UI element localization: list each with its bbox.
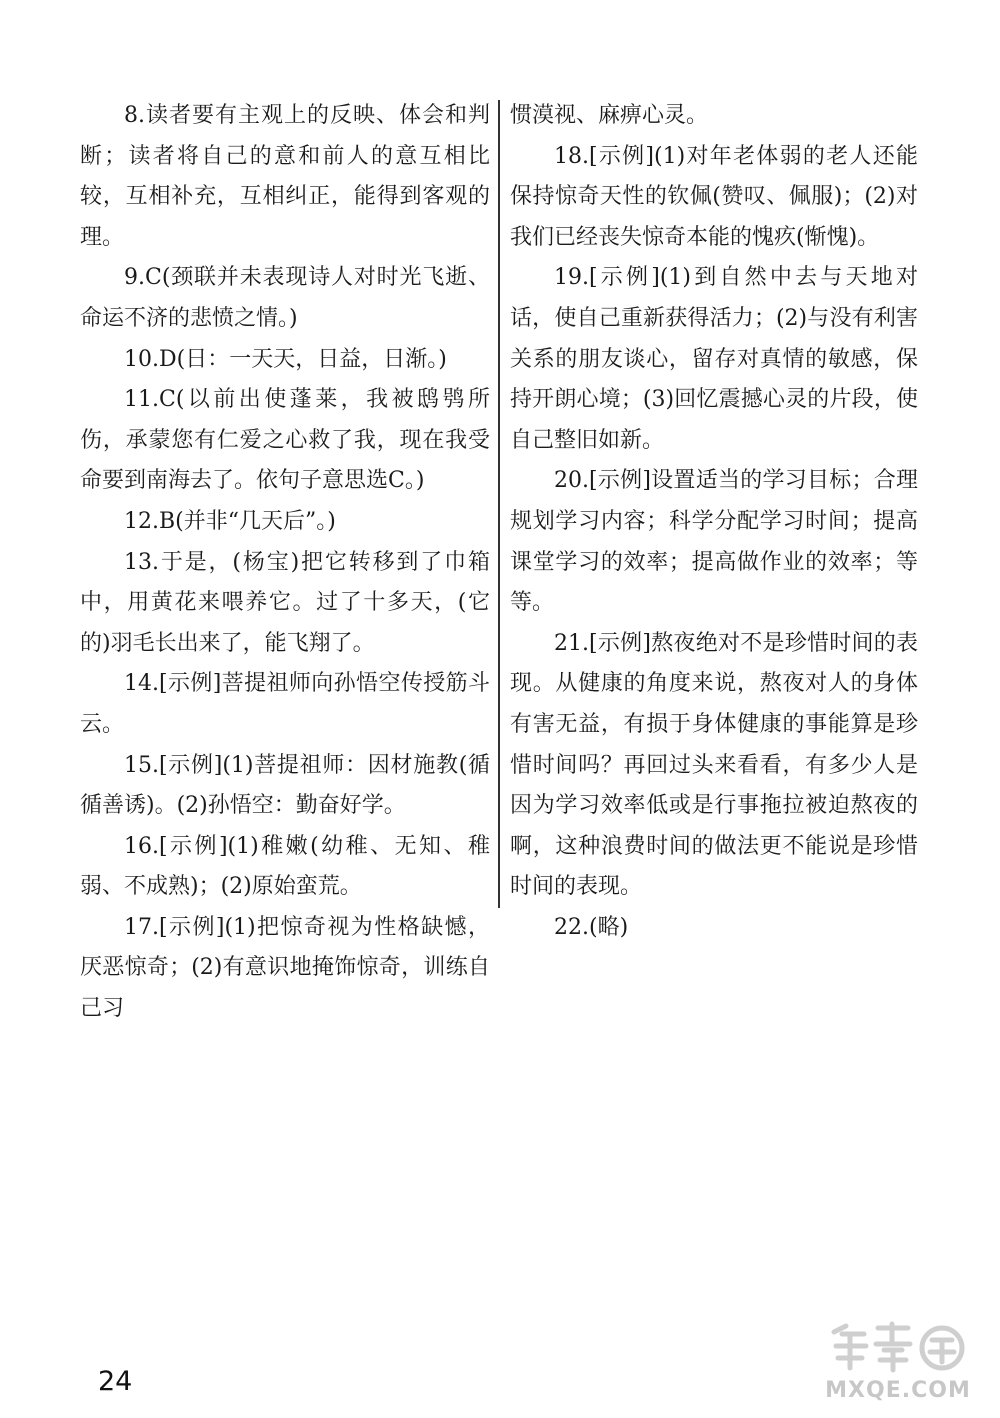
answer-16: 16.[示例](1)稚嫩(幼稚、无知、稚弱、不成熟)；(2)原始蛮荒。 [80, 833, 490, 900]
answer-18: 18.[示例](1)对年老体弱的老人还能保持惊奇天性的钦佩(赞叹、佩服)；(2)对我们已经丧失惊奇本能的愧疚(惭愧)。 [510, 143, 918, 250]
answer-22: 22.(略) [554, 914, 629, 940]
answer-21: 21.[示例]熬夜绝对不是珍惜时间的表现。从健康的角度来说，熬夜对人的身体有害无益，有损于身体健康的事能算是珍惜时间吗？再回过头来看看，有多少人是因为学习效率低或是行事拖拉被迫熬夜的啊，这种浪费时间的做法更不能说是珍惜时间的表现。 [510, 630, 918, 900]
answer-8: 8.读者要有主观上的反映、体会和判断；读者将自己的意和前人的意互相比较，互相补充，互相纠正，能得到客观的理。 [80, 103, 490, 250]
left-column [80, 96, 490, 1030]
answer-20: 20.[示例]设置适当的学习目标；合理规划学习内容；科学分配学习时间；提高课堂学习的效率；提高做作业的效率；等等。 [510, 468, 918, 616]
right-column [510, 96, 918, 948]
answer-17: 17.[示例](1)把惊奇视为性格缺憾，厌恶惊奇；(2)有意识地掩饰惊奇，训练自己习 [80, 914, 490, 1022]
column-divider [498, 100, 500, 908]
answer-15: 15.[示例](1)菩提祖师：因材施教(循循善诱)。(2)孙悟空：勤奋好学。 [80, 752, 490, 819]
answer-watermark-logo-icon [826, 1318, 966, 1374]
answer-17-continuation: 惯漠视、麻痹心灵。 [510, 103, 709, 128]
answer-11: 11.C(以前出使蓬莱，我被鸱鸮所伤，承蒙您有仁爱之心救了我，现在我受命要到南海去了。依句子意思选C。) [80, 387, 490, 494]
answer-13: 13.于是，(杨宝)把它转移到了巾箱中，用黄花来喂养它。过了十多天，(它的)羽毛长出来了，能飞翔了。 [80, 549, 490, 656]
answer-9: 9.C(颈联并未表现诗人对时光飞逝、命运不济的悲愤之情。) [80, 265, 490, 331]
watermark-text: MXQE.COM [825, 1378, 971, 1403]
answer-14: 14.[示例]菩提祖师向孙悟空传授筋斗云。 [80, 671, 490, 737]
watermark [818, 1318, 978, 1410]
page-number: 24 [98, 1366, 133, 1397]
answer-12: 12.B(并非“几天后”。) [124, 508, 336, 534]
answer-10: 10.D(日：一天天，日益，日渐。) [124, 346, 447, 372]
answer-19: 19.[示例](1)到自然中去与天地对话，使自己重新获得活力；(2)与没有利害关系的朋友谈心，留存对真情的敏感，保持开朗心境；(3)回忆震撼心灵的片段，使自己整旧如新。 [510, 265, 918, 453]
